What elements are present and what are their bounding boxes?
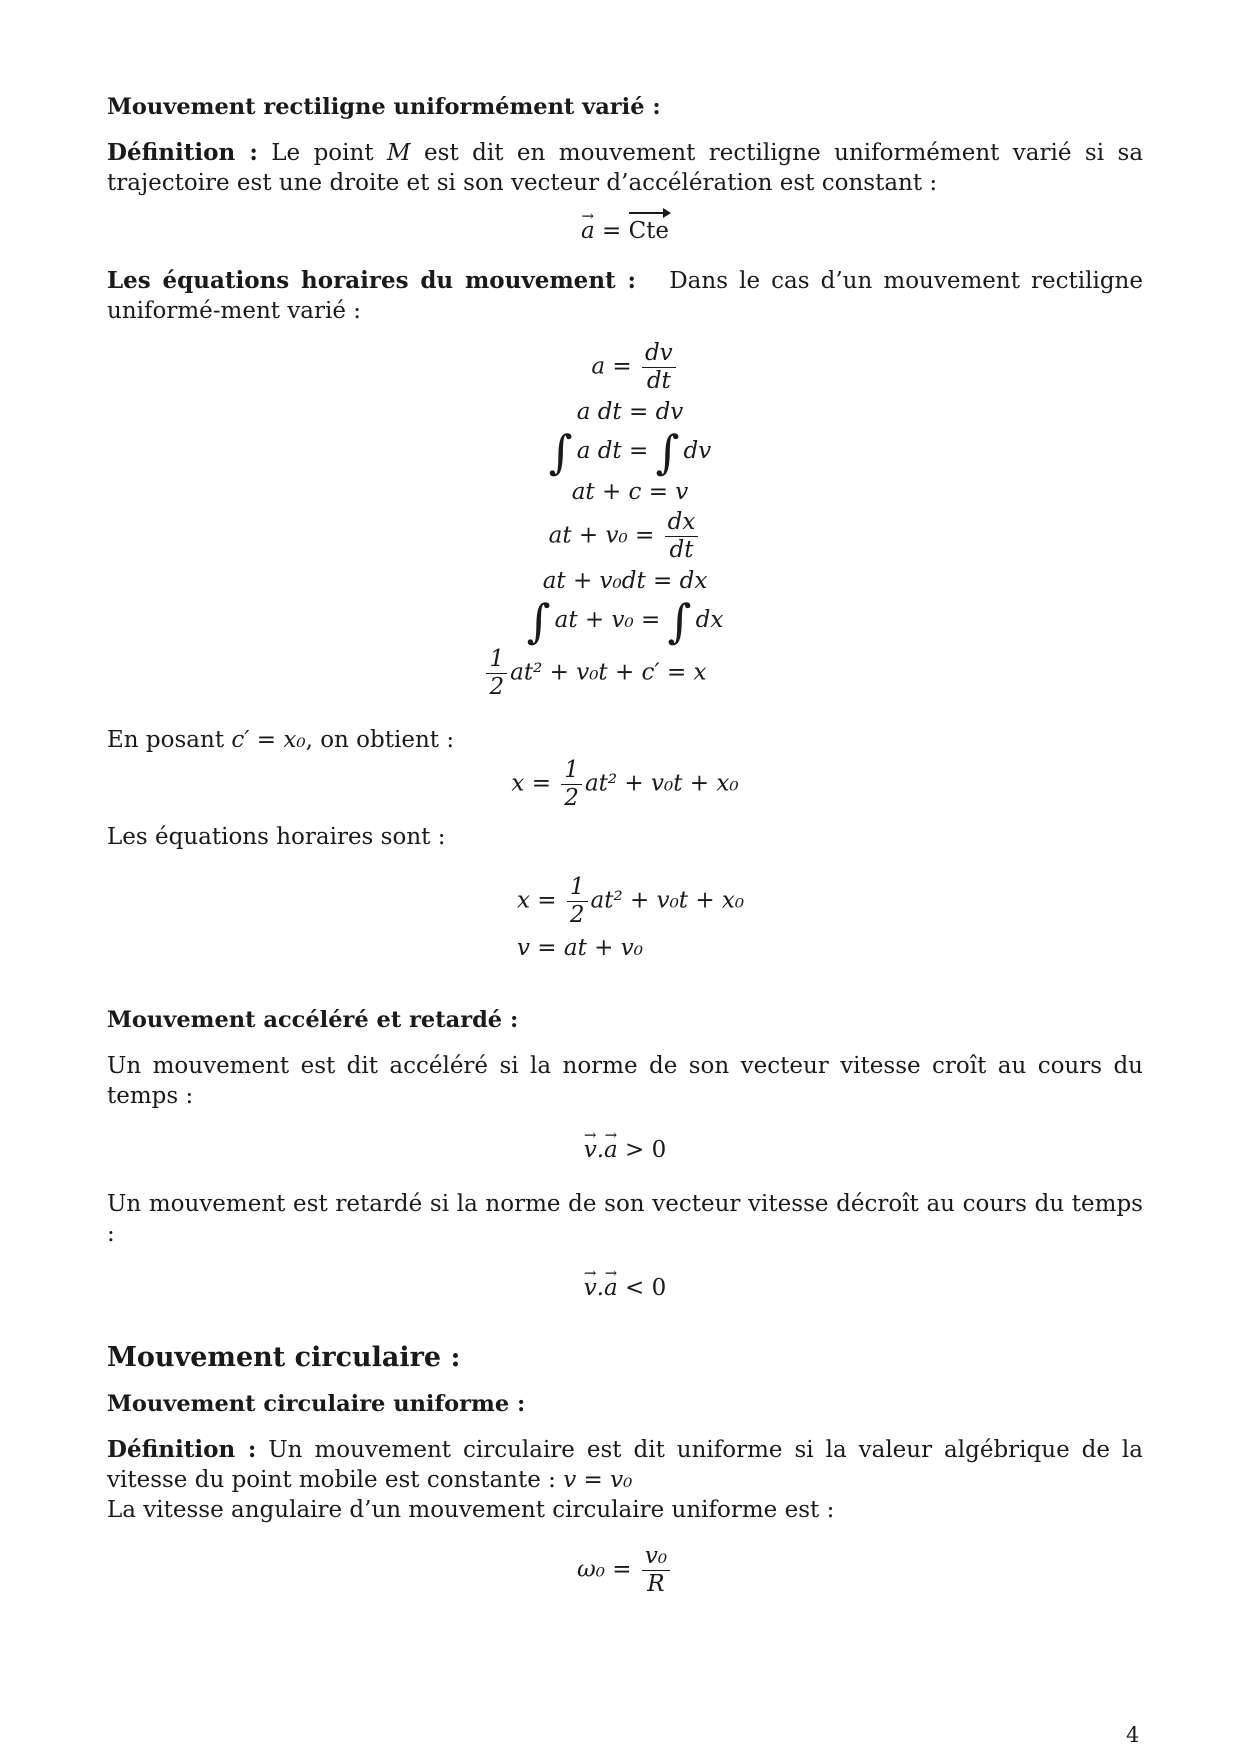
omega-fraction	[642, 1543, 670, 1598]
row-1-lhs: a =	[591, 353, 632, 380]
posant-text: En posant	[107, 727, 225, 753]
subsection-title: Mouvement rectiligne uniformément varié :	[107, 94, 661, 120]
row-1-numerator: dv	[642, 340, 676, 368]
row-8-fraction	[486, 646, 507, 701]
row-8-numerator: 1	[486, 646, 507, 674]
integral-icon: ∫	[526, 594, 551, 648]
subsection-title: Mouvement circulaire uniforme :	[107, 1391, 526, 1417]
constant-acceleration-equation	[107, 216, 1143, 246]
posant-paragraph	[107, 725, 1143, 755]
integral-icon: ∫	[655, 425, 680, 479]
constant-label: Cte	[628, 218, 670, 244]
angular-velocity-text: La vitesse angulaire d’un mouvement circulaire uniforme est :	[107, 1497, 835, 1523]
row-2-text: a dt = dv	[576, 399, 684, 425]
horaire-paragraph	[107, 266, 1143, 326]
definition-label: Définition :	[107, 139, 258, 166]
dot-operator: .	[596, 1275, 605, 1301]
subsection-title: Mouvement accéléré et retardé :	[107, 1007, 519, 1033]
position-denominator: 2	[564, 785, 579, 811]
derivation-row-5	[107, 509, 1143, 564]
row-7-lhs: at + v₀ =	[554, 607, 661, 633]
derivation-row-6	[107, 566, 1143, 596]
omega-numerator: v₀	[642, 1543, 670, 1571]
summary-position-fraction	[567, 874, 588, 929]
row-6-text: at + v₀dt = dx	[542, 568, 708, 594]
velocity-vector: → v	[584, 1135, 597, 1165]
page-number: 4	[1126, 1723, 1140, 1747]
page-content	[107, 92, 1143, 1598]
circular-definition	[107, 1435, 1143, 1495]
velocity-vector: → v	[584, 1273, 597, 1303]
dot-operator: .	[596, 1137, 605, 1163]
integral-icon: ∫	[667, 594, 692, 648]
posant-text-end: , on obtient :	[305, 727, 455, 753]
definition-label: Définition :	[107, 1436, 257, 1463]
derivation-row-7	[107, 594, 1143, 648]
row-1-denominator: dt	[646, 368, 671, 394]
derivation-block	[107, 340, 1143, 701]
derivation-row-2	[107, 397, 1143, 427]
row-4-text: at + c = v	[571, 479, 689, 505]
row-8-denominator: 2	[489, 674, 505, 700]
constant-vector	[629, 216, 669, 246]
retarded-condition	[107, 1273, 1143, 1303]
row-1-fraction	[642, 340, 676, 395]
summary-position-rhs: at² + v₀t + x₀	[590, 887, 745, 914]
inequality: < 0	[617, 1275, 667, 1301]
position-rhs: at² + v₀t + x₀	[584, 770, 739, 797]
summary-position-equation	[517, 874, 1143, 929]
derivation-row-1	[107, 340, 1143, 395]
accelerated-text: Un mouvement est dit accéléré si la norme de son vecteur vitesse croît au cours du temps :	[107, 1053, 1143, 1109]
posant-condition: c′ = x₀	[231, 727, 306, 753]
summary-velocity-equation: v = at + v₀	[517, 935, 643, 961]
acceleration-vector: → a	[604, 1135, 618, 1165]
definition-text-end: est dit en mouvement rectiligne uniformément varié si sa trajectoire est une droite et si son vecteur d’accélération est constant :	[107, 140, 1144, 196]
circular-velocity-condition: v = v₀	[563, 1467, 633, 1493]
summary-position-lhs: x =	[517, 887, 557, 914]
circular-definition-text: Un mouvement circulaire est dit uniforme si la valeur algébrique de la vitesse du point mobile est constante :	[107, 1437, 1143, 1493]
definition-paragraph	[107, 138, 1143, 198]
angular-velocity-equation	[107, 1543, 1143, 1598]
position-fraction	[561, 757, 582, 812]
derivation-row-3	[107, 425, 1143, 479]
row-7-rhs: dx	[695, 607, 724, 633]
position-numerator: 1	[561, 757, 582, 785]
acceleration-vector: → a	[581, 216, 595, 246]
row-3-lhs: a dt =	[576, 438, 649, 464]
derivation-row-8	[107, 646, 1143, 701]
summary-position-numerator: 1	[567, 874, 588, 902]
horaire-label: Les équations horaires du mouvement :	[107, 267, 636, 294]
point-variable: M	[387, 140, 411, 166]
position-lhs: x =	[511, 770, 551, 797]
section-title: Mouvement circulaire :	[107, 1342, 461, 1373]
row-5-fraction	[665, 509, 699, 564]
horaire-text: Dans le cas d’un mouvement rectiligne uniformé-ment varié :	[107, 268, 1143, 324]
row-8-rest: at² + v₀t + c′ = x	[510, 659, 707, 686]
acceleration-vector: → a	[604, 1273, 618, 1303]
row-3-rhs: dv	[683, 438, 712, 464]
definition-text-start: Le point	[271, 140, 374, 166]
summary-position-denominator: 2	[569, 902, 585, 928]
inequality: > 0	[617, 1137, 667, 1163]
omega-denominator: R	[647, 1571, 665, 1597]
row-5-numerator: dx	[665, 509, 699, 537]
derivation-row-4	[107, 477, 1143, 507]
horaires-summary-label: Les équations horaires sont :	[107, 824, 446, 850]
accelerated-condition	[107, 1135, 1143, 1165]
omega-lhs: ω₀ =	[576, 1556, 632, 1583]
horaires-summary	[107, 874, 1143, 963]
row-5-lhs: at + v₀ =	[548, 522, 655, 549]
vector-arrow-icon	[629, 212, 669, 214]
integral-icon: ∫	[548, 425, 573, 479]
retarded-text: Un mouvement est retardé si la norme de son vecteur vitesse décroît au cours du temps :	[107, 1191, 1143, 1247]
equals-sign: =	[601, 218, 629, 244]
row-5-denominator: dt	[669, 537, 694, 563]
position-equation	[107, 757, 1143, 812]
